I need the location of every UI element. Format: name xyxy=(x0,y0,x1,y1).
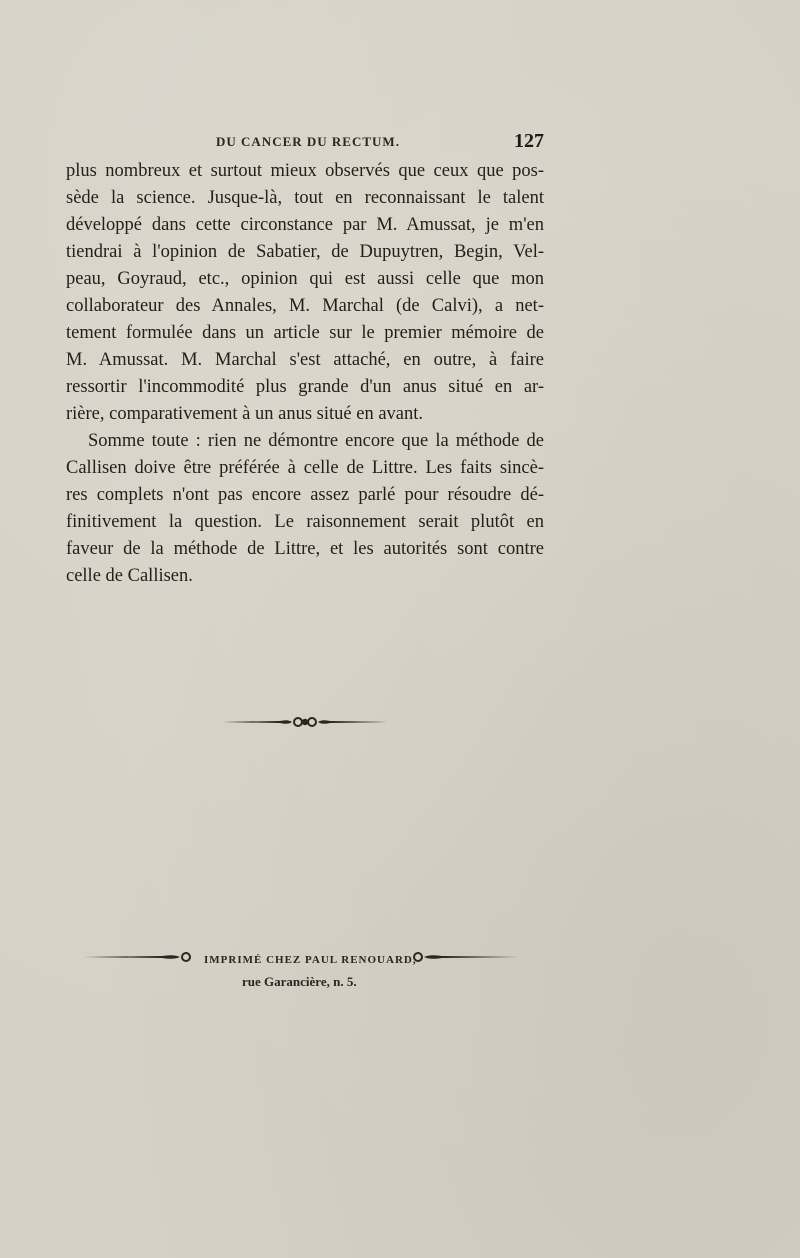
text-line: Callisen doive être préférée à celle de Littre. Les faits sincè- xyxy=(66,458,544,478)
printer-imprint xyxy=(82,948,522,996)
text-line: ressortir l'incommodité plus grande d'un anus situé en ar- xyxy=(66,377,544,397)
page-number: 127 xyxy=(514,130,544,152)
text-line: tiendrai à l'opinion de Sabatier, de Dupuytren, Begin, Vel- xyxy=(66,242,544,262)
text-line: celle de Callisen. xyxy=(66,566,193,586)
text-line: Somme toute : rien ne démontre encore que la méthode de xyxy=(88,431,544,451)
text-line: peau, Goyraud, etc., opinion qui est aussi celle que mon xyxy=(66,269,544,289)
imprint-rule-right xyxy=(412,948,522,966)
running-head xyxy=(200,130,548,154)
text-line: plus nombreux et surtout mieux observés que ceux que pos- xyxy=(66,161,544,181)
imprint-address: rue Garancière, n. 5. xyxy=(242,974,357,989)
text-line: sède la science. Jusque-là, tout en reconnaissant le talent xyxy=(66,188,544,208)
text-line: collaborateur des Annales, M. Marchal (de Calvi), a net- xyxy=(66,296,544,316)
text-line: rière, comparativement à un anus situé en avant. xyxy=(66,404,424,424)
running-title: DU CANCER DU RECTUM. xyxy=(216,134,400,149)
text-line: tement formulée dans un article sur le premier mémoire de xyxy=(66,323,544,343)
body-text xyxy=(66,158,544,590)
text-line: M. Amussat. M. Marchal s'est attaché, en outre, à faire xyxy=(66,350,544,370)
text-line: finitivement la question. Le raisonnement serait plutôt en xyxy=(66,512,544,532)
imprint-printer: IMPRIMÉ CHEZ PAUL RENOUARD, xyxy=(204,954,417,966)
text-line: res complets n'ont pas encore assez parlé pour résoudre dé- xyxy=(66,485,544,505)
text-line: faveur de la méthode de Littre, et les autorités sont contre xyxy=(66,539,544,559)
text-line: développé dans cette circonstance par M. Amussat, je m'en xyxy=(66,215,544,235)
imprint-rule-left xyxy=(82,948,192,966)
ornament-divider xyxy=(220,712,390,732)
